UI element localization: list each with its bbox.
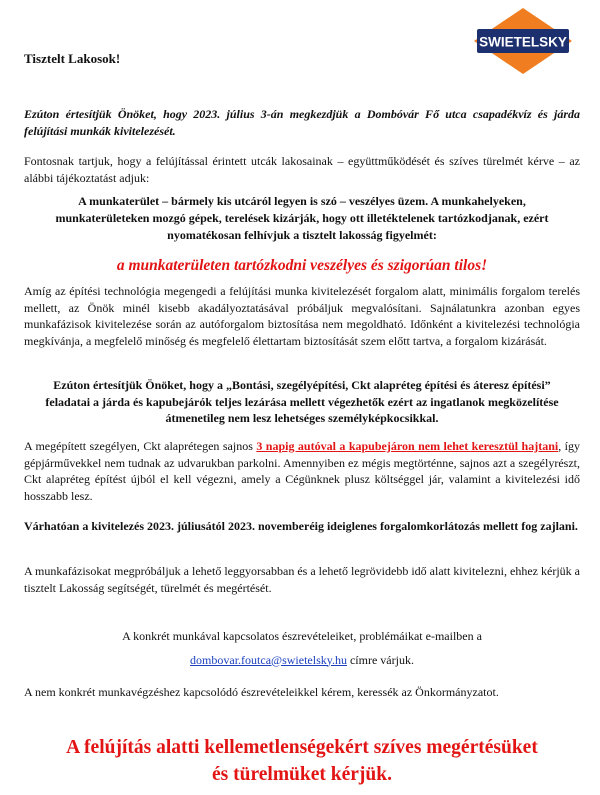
paragraph-traffic: Amíg az építési technológia megengedi a felújítási munka kivitelezését forgalom alatt, minimális forgalom terelés mellett, az Önök minél kisebb akadályoztatásával próbáljuk megvalósítani. Sajnálatunkra azonban egyes munkafázisok kivitelezése során az autóforgalom biztosítása nem megoldható. Időnként a kivitelezési technológia megkívánja, a megfelelő minőség és megfelelő élettartam biztosítását szem előtt tartva, a forgalom kizárását. — [24, 284, 580, 348]
closing-message — [24, 734, 580, 788]
paragraph-cooperation: Fontosnak tartjuk, hogy a felújítással érintett utcák lakosainak – együttműködését és szíves türelmét kérve – az alábbi tájékoztatást adjuk: — [24, 154, 580, 185]
paragraph-driveway — [24, 438, 580, 504]
danger-warning: A munkaterület – bármely kis utcáról legyen is szó – veszélyes üzem. A munkahelyeken, munkaterületeken mozgó gépek, terelések kizárják, hogy ott illetéktelenek tartózkodjanak, ezért nyomatékosan felhívjuk a tisztelt lakosság figyelmét: — [55, 194, 549, 242]
closing-line-1: A felújítás alatti kellemetlenségekért szíves megértésüket — [66, 737, 538, 758]
paragraph-schedule: Várhatóan a kivitelezés 2023. júliusától 2023. novemberéig ideiglenes forgalomkorlátozás mellett fog zajlani. — [24, 519, 578, 533]
closing-line-2: és türelmüket kérjük. — [211, 764, 392, 785]
closure-notice: Ezúton értesítjük Önöket, hogy a „Bontási, szegélyépítési, Ckt alapréteg építési és áteresz építési” feladatai a járda és kapubejárók teljes lezárása mellett végezhetők ezért az ingatlanok megközelítése átmenetileg nem lesz lehetséges személyképkocsikkal. — [45, 378, 559, 425]
contact-section — [24, 628, 580, 668]
contact-email-link[interactable]: dombovar.foutca@swietelsky.hu — [190, 652, 347, 667]
swietelsky-logo — [474, 8, 572, 74]
logo-text: SWIETELSKY — [479, 34, 567, 50]
paragraph-municipality: A nem konkrét munkavégzéshez kapcsolódó észrevételeikkel kérem, keressék az Önkormányzatot. — [24, 685, 499, 699]
contact-email-suffix: címre várjuk. — [346, 652, 414, 667]
driveway-text-after: , így gépjárművekkel nem tudnak az udvarukban parkolni. Amennyiben ez mégis megtörténne, sajnos azt a szegélyrészt, Ckt alapréteg építést újból el kell végezni, amely a Cégünknek plusz költséggel jár, valamint a kivitelezési idő hosszabb lesz. — [24, 439, 581, 503]
driveway-text-before: A megépített szegélyen, Ckt alaprétegen sajnos — [24, 439, 257, 453]
red-warning: a munkaterületen tartózkodni veszélyes és szigorúan tilos! — [116, 257, 488, 274]
intro-paragraph: Ezúton értesítjük Önöket, hogy 2023. július 3-án megkezdjük a Dombóvár Fő utca csapadékvíz és járda felújítási munkák kivitelezését. — [24, 107, 580, 138]
greeting: Tisztelt Lakosok! — [24, 51, 121, 66]
driveway-highlight: 3 napig autóval a kapubejáron nem lehet keresztül hajtani — [256, 439, 559, 453]
paragraph-request: A munkafázisokat megpróbáljuk a lehető leggyorsabban és a lehető legrövidebb idő alatt kivitelezni, ehhez kérjük a tisztelt Lakosság segítségét, türelmét és megértését. — [24, 564, 580, 595]
contact-line: A konkrét munkával kapcsolatos észrevételeiket, problémáikat e-mailben a — [122, 629, 482, 643]
contact-email-line — [24, 652, 580, 669]
